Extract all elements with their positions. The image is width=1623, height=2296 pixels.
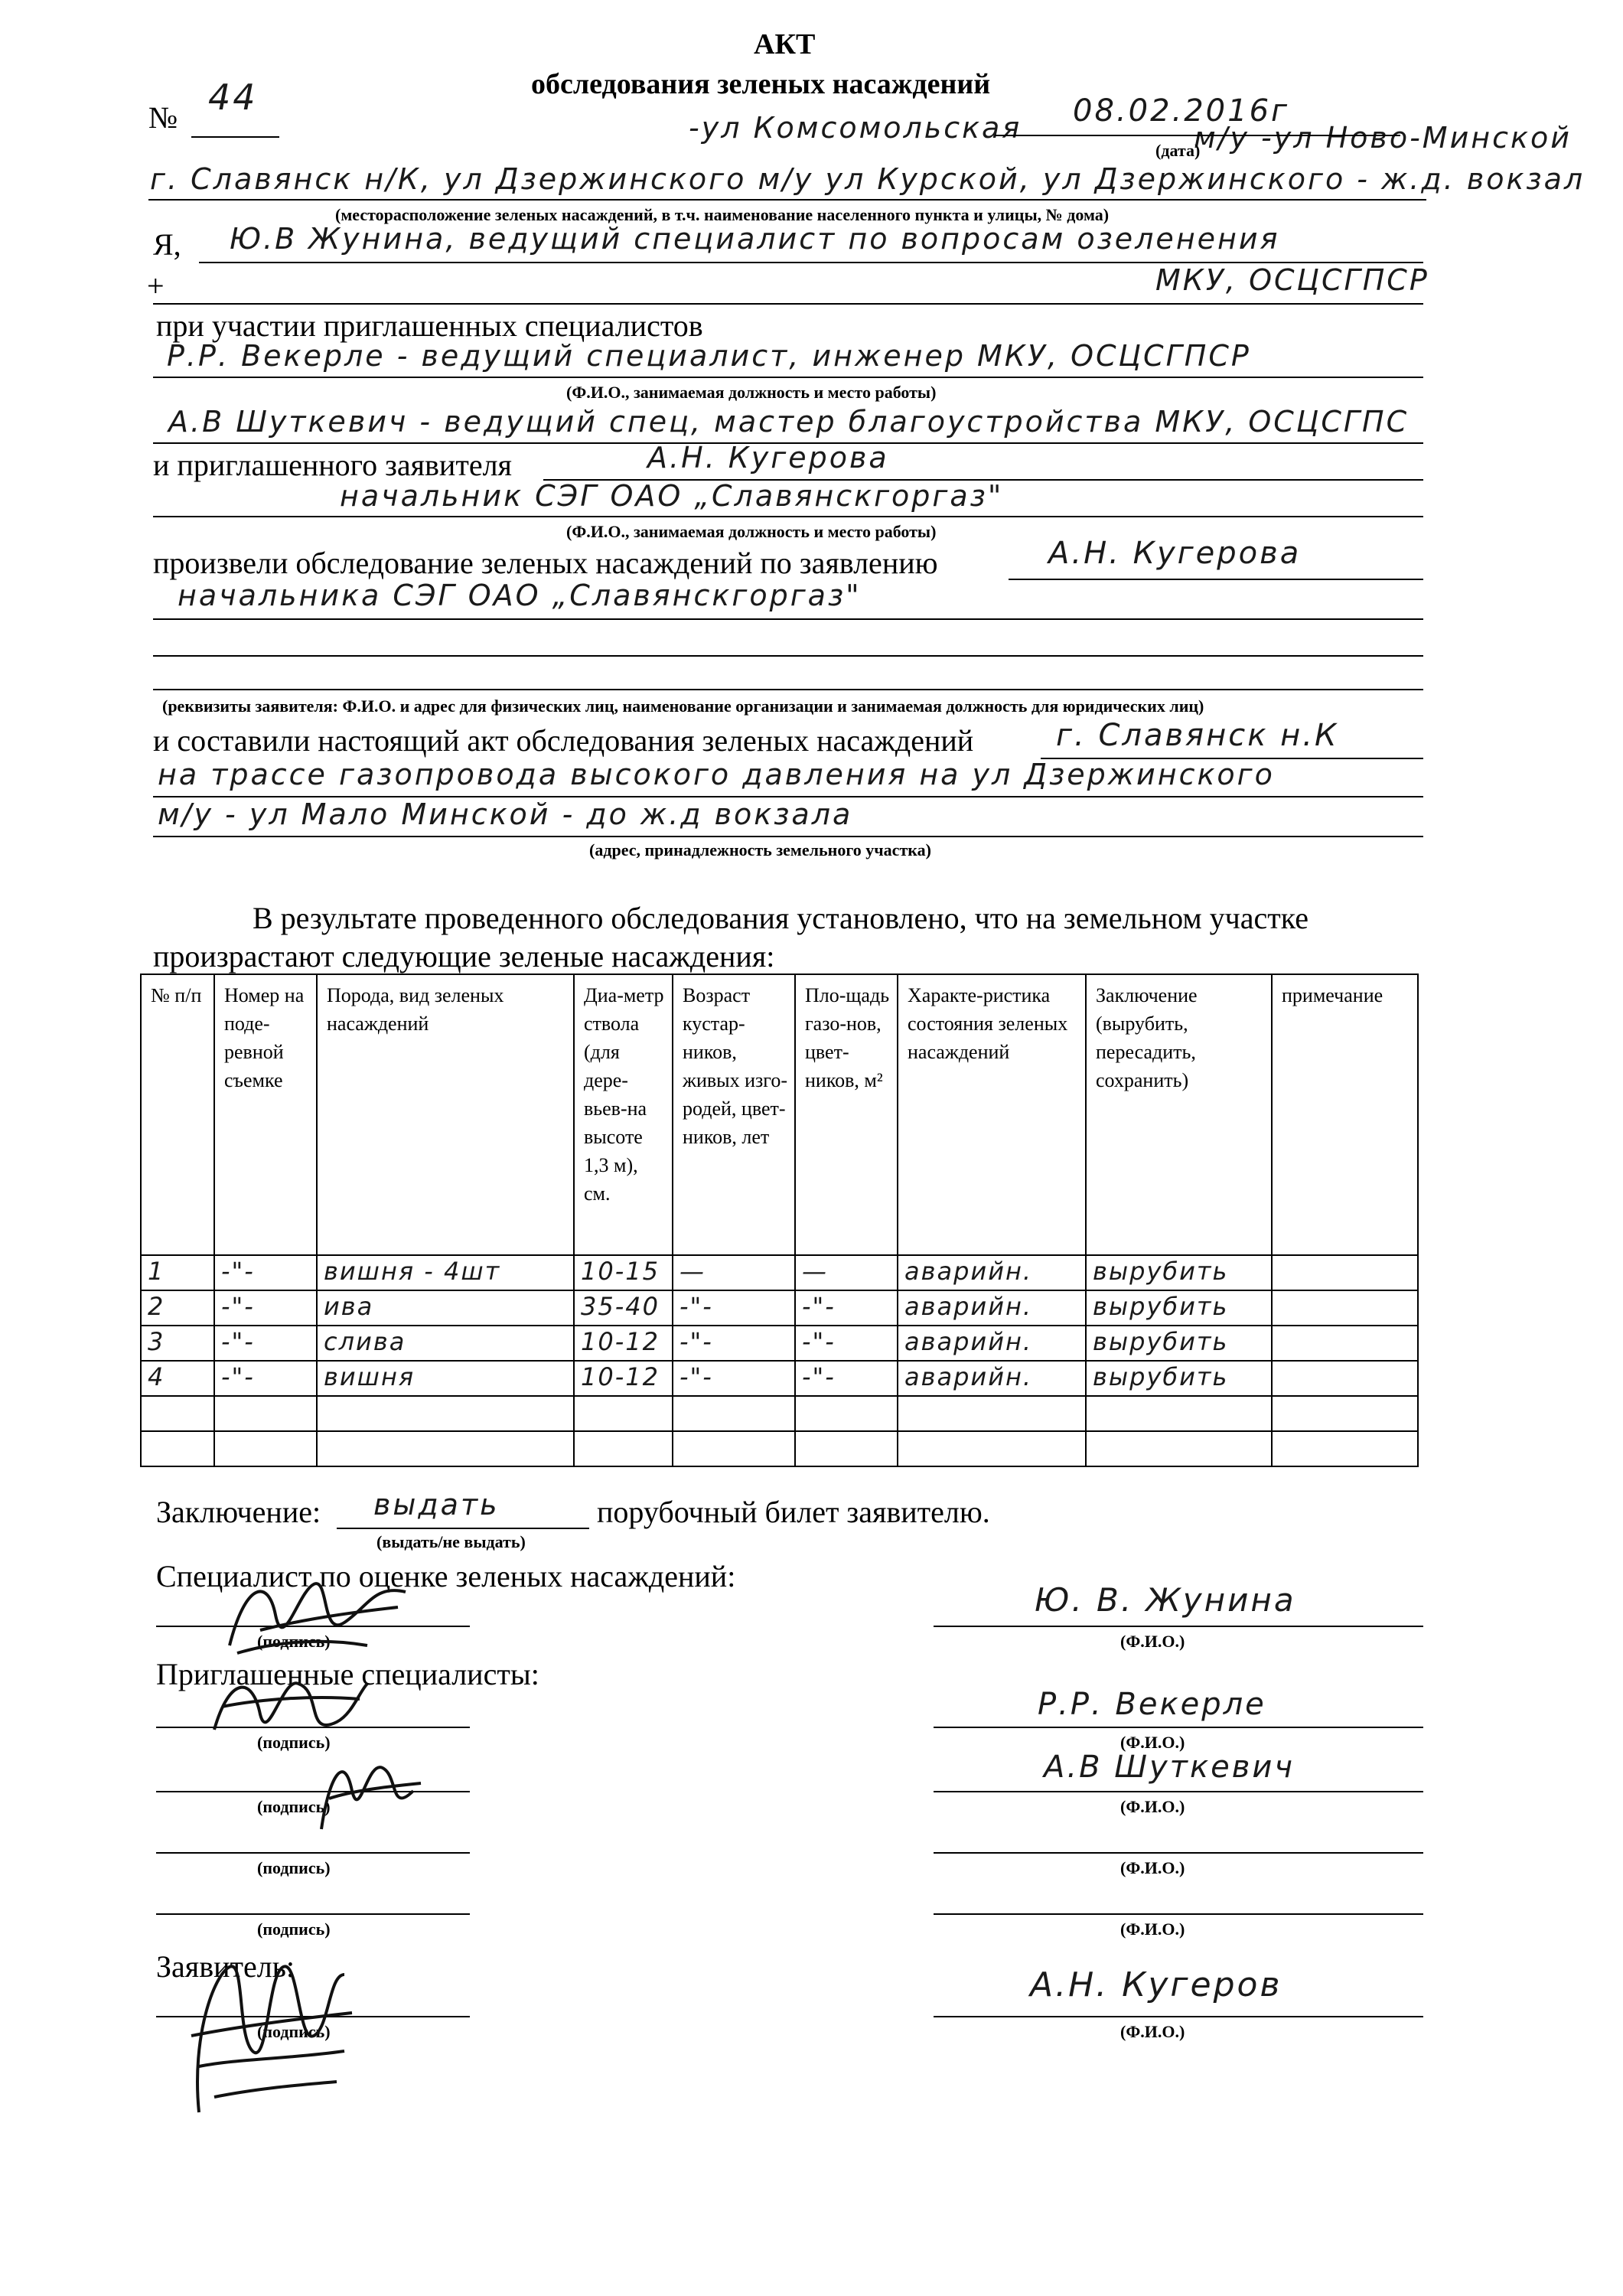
cell-species (317, 1431, 574, 1466)
specialist-sign-label: Специалист по оценке зеленых насаждений: (156, 1559, 736, 1593)
cell-species: слива (317, 1326, 574, 1361)
fio-caption-invited-2: (Ф.И.О.) (1120, 1797, 1185, 1816)
fio-invited-2: А.В Шуткевич (1044, 1750, 1295, 1785)
cell-age: — (673, 1255, 795, 1290)
cell-diameter: 10-15 (574, 1255, 673, 1290)
col-header-conclusion: Заключение (вырубить, пересадить, сохранить) (1086, 974, 1272, 1255)
table-row (141, 1361, 1418, 1396)
cell-survey-number: -"- (214, 1255, 317, 1290)
cell-survey-number (214, 1396, 317, 1431)
col-header-condition: Характе-ристика состояния зеленых насаждений (898, 974, 1086, 1255)
inspector-line-1: Ю.В Жунина, ведущий специалист по вопросам озеленения (230, 222, 1280, 256)
location-line-1-right: м/у -ул Ново-Минской (1194, 121, 1572, 155)
applicant-line-2: начальник СЭГ ОАО „Славянскгоргаз" (340, 479, 1004, 513)
cell-note (1272, 1326, 1418, 1361)
col-header-diameter: Диа-метр ствола (для дере-вьев-на высоте 1,3 м), см. (574, 974, 673, 1255)
sign-caption-specialist: (подпись) (257, 1632, 331, 1651)
sign-caption-invited-3: (подпись) (257, 1858, 331, 1877)
cell-species: вишня (317, 1361, 574, 1396)
cell-condition (898, 1431, 1086, 1466)
cell-conclusion: вырубить (1086, 1255, 1272, 1290)
cell-species (317, 1396, 574, 1431)
applicant-signature (168, 1944, 367, 2128)
cell-age: -"- (673, 1290, 795, 1326)
inspection-line-2: начальника СЭГ ОАО „Славянскгоргаз" (178, 579, 862, 612)
cell-survey-number: -"- (214, 1361, 317, 1396)
applicant-caption: (Ф.И.О., занимаемая должность и место работы) (566, 522, 937, 541)
cell-index: 4 (141, 1361, 214, 1396)
cell-diameter (574, 1431, 673, 1466)
sign-caption-invited-4: (подпись) (257, 1919, 331, 1939)
cell-condition: аварийн. (898, 1290, 1086, 1326)
cell-diameter (574, 1396, 673, 1431)
cell-index: 1 (141, 1255, 214, 1290)
cell-area: -"- (795, 1326, 898, 1361)
table-row (141, 1326, 1418, 1361)
table-row (141, 1255, 1418, 1290)
result-line-2: произрастают следующие зеленые насаждения: (153, 939, 775, 974)
cell-condition: аварийн. (898, 1361, 1086, 1396)
act-address-line-3: м/у - ул Мало Минской - до ж.д вокзала (158, 797, 853, 831)
cell-survey-number (214, 1431, 317, 1466)
act-number: 44 (208, 77, 258, 118)
cell-note (1272, 1431, 1418, 1466)
fio-invited-1: Р.Р. Векерле (1038, 1687, 1266, 1722)
cell-survey-number: -"- (214, 1326, 317, 1361)
col-header-note: примечание (1272, 974, 1418, 1255)
location-caption: (месторасположение зеленых насаждений, в т.ч. наименование населенного пункта и улицы, № дома) (335, 205, 1110, 224)
inspection-label: произвели обследование зеленых насаждений по заявлению (153, 546, 938, 580)
specialist-signature (214, 1569, 429, 1668)
location-line-2: г. Славянск н/К, ул Дзержинского м/у ул Курской, ул Дзержинского - ж.д. вокзал (150, 162, 1586, 196)
col-header-species: Порода, вид зеленых насаждений (317, 974, 574, 1255)
table-row (141, 1290, 1418, 1326)
fio-caption-invited-1: (Ф.И.О.) (1120, 1733, 1185, 1752)
cell-note (1272, 1361, 1418, 1396)
cell-age: -"- (673, 1326, 795, 1361)
act-address-line-2: на трассе газопровода высокого давления на ул Дзержинского (158, 758, 1275, 791)
cell-note (1272, 1290, 1418, 1326)
cell-condition: аварийн. (898, 1326, 1086, 1361)
cell-age (673, 1431, 795, 1466)
conclusion-caption: (выдать/не выдать) (376, 1532, 526, 1551)
cell-conclusion: вырубить (1086, 1290, 1272, 1326)
doc-subtitle: обследования зеленых насаждений (531, 68, 991, 100)
fio-caption-invited-3: (Ф.И.О.) (1120, 1858, 1185, 1877)
cell-area: — (795, 1255, 898, 1290)
table-row (141, 1396, 1418, 1431)
cell-note (1272, 1396, 1418, 1431)
cell-condition: аварийн. (898, 1255, 1086, 1290)
cell-survey-number: -"- (214, 1290, 317, 1326)
cell-condition (898, 1396, 1086, 1431)
plantings-table (140, 974, 1419, 1467)
cell-conclusion: вырубить (1086, 1361, 1272, 1396)
fio-applicant: А.Н. Кугеров (1030, 1965, 1282, 2004)
act-date: 08.02.2016г (1073, 93, 1290, 129)
act-address-line-1: г. Славянск н.К (1056, 718, 1339, 753)
cell-conclusion (1086, 1431, 1272, 1466)
col-header-survey-number: Номер на поде-ревной съемке (214, 974, 317, 1255)
inspector-prefix: Я, (153, 227, 181, 262)
sign-caption-invited-2: (подпись) (257, 1797, 331, 1816)
sign-caption-applicant: (подпись) (257, 2022, 331, 2041)
table-row (141, 1431, 1418, 1466)
result-line-1: В результате проведенного обследования установлено, что на земельном участке (253, 901, 1309, 935)
specialists-label: при участии приглашенных специалистов (156, 308, 703, 343)
conclusion-label: Заключение: (156, 1495, 321, 1529)
cell-diameter: 10-12 (574, 1361, 673, 1396)
cell-conclusion (1086, 1396, 1272, 1431)
cell-note (1272, 1255, 1418, 1290)
sign-caption-invited-1: (подпись) (257, 1733, 331, 1752)
cell-age: -"- (673, 1361, 795, 1396)
conclusion-value: выдать (373, 1488, 500, 1521)
invited-signature-1 (207, 1661, 375, 1753)
cell-area (795, 1431, 898, 1466)
specialists-caption: (Ф.И.О., занимаемая должность и место работы) (566, 383, 937, 402)
cell-area: -"- (795, 1361, 898, 1396)
specialists-line-1: Р.Р. Векерле - ведущий специалист, инженер МКУ, ОСЦСГПСР (167, 339, 1251, 373)
cell-conclusion: вырубить (1086, 1326, 1272, 1361)
cell-index: 2 (141, 1290, 214, 1326)
cell-index (141, 1396, 214, 1431)
cell-index (141, 1431, 214, 1466)
cell-area (795, 1396, 898, 1431)
applicant-label: и приглашенного заявителя (153, 448, 512, 482)
fio-caption-applicant: (Ф.И.О.) (1120, 2022, 1185, 2041)
invited-sign-label: Приглашенные специалисты: (156, 1657, 539, 1691)
cell-diameter: 35-40 (574, 1290, 673, 1326)
inspection-line-1: А.Н. Кугерова (1048, 536, 1302, 571)
act-address-caption: (адрес, принадлежность земельного участка) (589, 840, 931, 859)
inspector-plus: + (147, 269, 165, 303)
col-header-area: Пло-щадь газо-нов, цвет-ников, м² (795, 974, 898, 1255)
number-prefix: № (148, 100, 178, 135)
date-caption: (дата) (1155, 141, 1201, 160)
cell-age (673, 1396, 795, 1431)
fio-specialist: Ю. В. Жунина (1035, 1581, 1296, 1619)
col-header-age: Возраст кустар-ников, живых изго-родей, цвет-ников, лет (673, 974, 795, 1255)
applicant-sign-label: Заявитель: (156, 1949, 295, 1984)
specialists-line-2: А.В Шуткевич - ведущий спец, мастер благоустройства МКУ, ОСЦСГПС (168, 405, 1410, 439)
invited-signature-2 (306, 1745, 429, 1837)
inspector-line-2: МКУ, ОСЦСГПСР (1155, 263, 1429, 297)
act-address-label: и составили настоящий акт обследования зеленых насаждений (153, 723, 974, 758)
cell-species: вишня - 4шт (317, 1255, 574, 1290)
applicant-line-1: А.Н. Кугерова (647, 441, 889, 475)
inspection-caption: (реквизиты заявителя: Ф.И.О. и адрес для физических лиц, наименование организации и занимаемая должность для юридических лиц) (162, 696, 1204, 716)
fio-caption-invited-4: (Ф.И.О.) (1120, 1919, 1185, 1939)
cell-index: 3 (141, 1326, 214, 1361)
cell-species: ива (317, 1290, 574, 1326)
fio-caption-specialist: (Ф.И.О.) (1120, 1632, 1185, 1651)
cell-diameter: 10-12 (574, 1326, 673, 1361)
doc-title: АКТ (754, 28, 816, 60)
location-line-1: -ул Комсомольская (689, 111, 1022, 145)
col-header-index: № п/п (141, 974, 214, 1255)
cell-area: -"- (795, 1290, 898, 1326)
conclusion-suffix: порубочный билет заявителю. (597, 1495, 990, 1529)
